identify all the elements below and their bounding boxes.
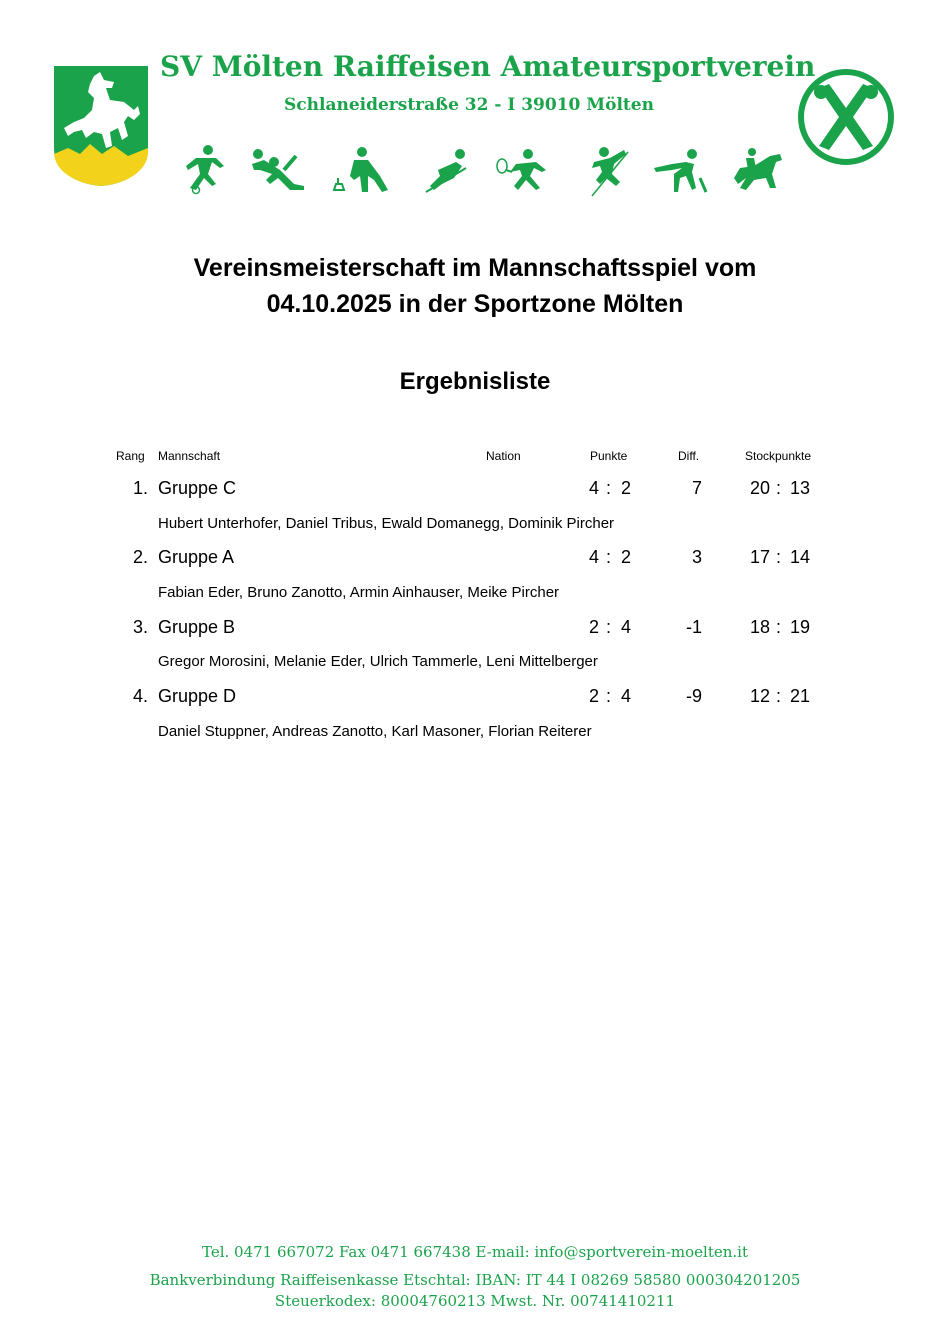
row-stock-for: 18 [749, 617, 770, 637]
row-diff: 3 [691, 547, 702, 567]
row-members: Fabian Eder, Bruno Zanotto, Armin Ainhauser, Meike Pircher [158, 584, 560, 601]
volleyball-icon [250, 148, 306, 194]
document-subtitle: Ergebnisliste [399, 368, 551, 395]
club-name: SV Mölten Raiffeisen Amateursportverein [160, 50, 816, 83]
header-points: Punkte [590, 449, 628, 463]
row-team: Gruppe D [158, 686, 237, 706]
row-points-for: 2 [588, 686, 599, 706]
footer-bank: Bankverbindung Raiffeisenkasse Etschtal: IBAN: IT 44 I 08269 58580 000304201205 [149, 1271, 801, 1289]
raiffeisen-logo [797, 68, 895, 166]
row-stock-against: 14 [790, 547, 811, 567]
skiing-icon [422, 148, 472, 194]
header-team: Mannschaft [158, 449, 221, 463]
header-diff: Diff. [678, 449, 700, 463]
title-line-1: Vereinsmeisterschaft im Mannschaftsspiel vom [193, 254, 757, 282]
row-team: Gruppe B [158, 617, 236, 637]
row-points-for: 4 [588, 478, 599, 498]
horse-riding-icon [730, 148, 784, 194]
athletics-icon [652, 148, 708, 194]
row-team: Gruppe A [158, 547, 235, 567]
row-stock-against: 19 [790, 617, 811, 637]
footer-contact: Tel. 0471 667072 Fax 0471 667438 E-mail: info@sportverein-moelten.it [201, 1243, 748, 1261]
footer-tax: Steuerkodex: 80004760213 Mwst. Nr. 00741410211 [274, 1292, 676, 1310]
curling-icon [330, 146, 390, 194]
row-rank: 1. [132, 478, 148, 498]
header-rank: Rang [116, 449, 145, 463]
row-stock-against: 21 [790, 686, 811, 706]
club-crest-logo [54, 66, 148, 186]
row-points-against: 2 [620, 547, 631, 567]
row-members: Hubert Unterhofer, Daniel Tribus, Ewald Domanegg, Dominik Pircher [158, 515, 615, 532]
header-stock-points: Stockpunkte [745, 449, 812, 463]
row-rank: 3. [132, 617, 148, 637]
title-line-2: 04.10.2025 in der Sportzone Mölten [266, 290, 684, 318]
row-members: Gregor Morosini, Melanie Eder, Ulrich Tammerle, Leni Mittelberger [158, 653, 598, 670]
header-nation: Nation [486, 449, 521, 463]
row-rank: 4. [132, 686, 148, 706]
row-team: Gruppe C [158, 478, 237, 498]
row-points-against: 2 [620, 478, 631, 498]
row-rank: 2. [132, 547, 148, 567]
sport-icons-row [178, 142, 788, 202]
row-stock-against: 13 [790, 478, 811, 498]
row-points-for: 2 [588, 617, 599, 637]
row-stock-for: 12 [749, 686, 770, 706]
row-points-for: 4 [588, 547, 599, 567]
row-points-against: 4 [620, 617, 631, 637]
tennis-icon [496, 148, 556, 194]
row-stock-for: 17 [749, 547, 770, 567]
document-title [0, 250, 950, 322]
row-members: Daniel Stuppner, Andreas Zanotto, Karl Masoner, Florian Reiterer [158, 723, 592, 740]
row-stock-for: 20 [749, 478, 770, 498]
snowboard-icon [584, 144, 634, 198]
club-address: Schlaneiderstraße 32 - I 39010 Mölten [284, 95, 654, 115]
row-diff: -1 [685, 617, 702, 637]
row-points-against: 4 [620, 686, 631, 706]
row-diff: -9 [685, 686, 702, 706]
row-diff: 7 [691, 478, 702, 498]
soccer-icon [178, 144, 228, 196]
